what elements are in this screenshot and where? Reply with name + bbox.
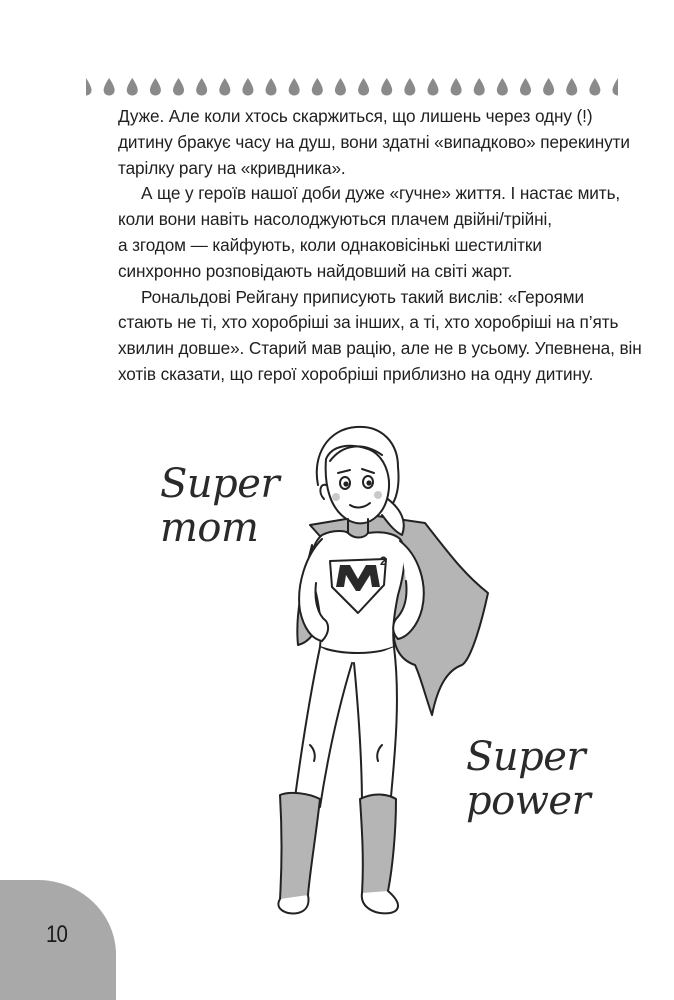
body-text — [118, 104, 642, 388]
text-line: а згодом — кайфують, коли однаковісінькі шестилітки — [118, 234, 542, 255]
drop-icon — [358, 78, 369, 96]
text-line: синхронно розповідають найдовший на світі жарт. — [118, 260, 513, 281]
drop-icon — [404, 78, 415, 96]
right-pupil-shape — [366, 480, 371, 485]
right-foot-shape — [362, 891, 398, 913]
drop-icon — [266, 78, 277, 96]
drop-icon — [242, 78, 253, 96]
left-pupil-shape — [343, 481, 348, 486]
cheek-shape — [374, 491, 382, 499]
drop-ornament-row — [86, 75, 618, 97]
drop-icon — [289, 78, 300, 96]
left-leg-shape — [294, 647, 352, 807]
text-line: хвилин довше». Старий мав рацію, але не в усьому. Упевнена, він — [118, 338, 642, 359]
caption-line: Super — [466, 734, 586, 780]
cheek-shape — [332, 493, 340, 501]
drop-icon — [543, 78, 554, 96]
drop-icon — [566, 78, 577, 96]
emblem-exponent: 2 — [380, 554, 387, 568]
text-line: А ще у героїв нашої доби дуже «гучне» життя. І настає мить, — [141, 183, 621, 204]
drop-icon — [104, 78, 115, 96]
left-boot-shape — [280, 793, 320, 903]
drop-icon — [150, 78, 161, 96]
text-line: коли вони навіть насолоджуються плачем двійні/трійні, — [118, 209, 552, 230]
drop-icon — [381, 78, 392, 96]
drop-icon — [427, 78, 438, 96]
drop-icon — [613, 78, 619, 96]
text-line: хотів сказати, що герої хоробріші приблизно на одну дитину. — [118, 363, 594, 384]
drop-icon — [173, 78, 184, 96]
text-line: тарілку рагу на «кривдника». — [118, 157, 346, 178]
superhero-mom-illustration — [250, 415, 490, 925]
drop-icon — [335, 78, 346, 96]
page-number: 10 — [46, 921, 67, 948]
drop-icon — [86, 78, 92, 96]
caption-line: mom — [160, 505, 259, 551]
text-line: Дуже. Але коли хтось скаржиться, що лишень через одну (!) — [118, 106, 593, 126]
drop-icon — [497, 78, 508, 96]
right-boot-shape — [360, 795, 396, 899]
text-line: дитину бракує часу на душ, вони здатні «випадково» перекинути — [118, 131, 630, 152]
drop-icon — [196, 78, 207, 96]
caption-line: Super — [160, 461, 280, 507]
drop-icon — [127, 78, 138, 96]
caption-line: power — [466, 778, 591, 824]
drop-icon — [451, 78, 462, 96]
drop-icon — [520, 78, 531, 96]
right-leg-shape — [354, 647, 397, 807]
drop-icon — [589, 78, 600, 96]
text-line: Рональдові Рейгану приписують такий вислів: «Героями — [141, 286, 584, 307]
drop-icon — [312, 78, 323, 96]
drop-icon — [474, 78, 485, 96]
drop-icon — [219, 78, 230, 96]
text-line: стають не ті, хто хоробріші за інших, а ті, хто хоробріші на п’ять — [118, 312, 619, 333]
head-shape — [326, 446, 389, 523]
